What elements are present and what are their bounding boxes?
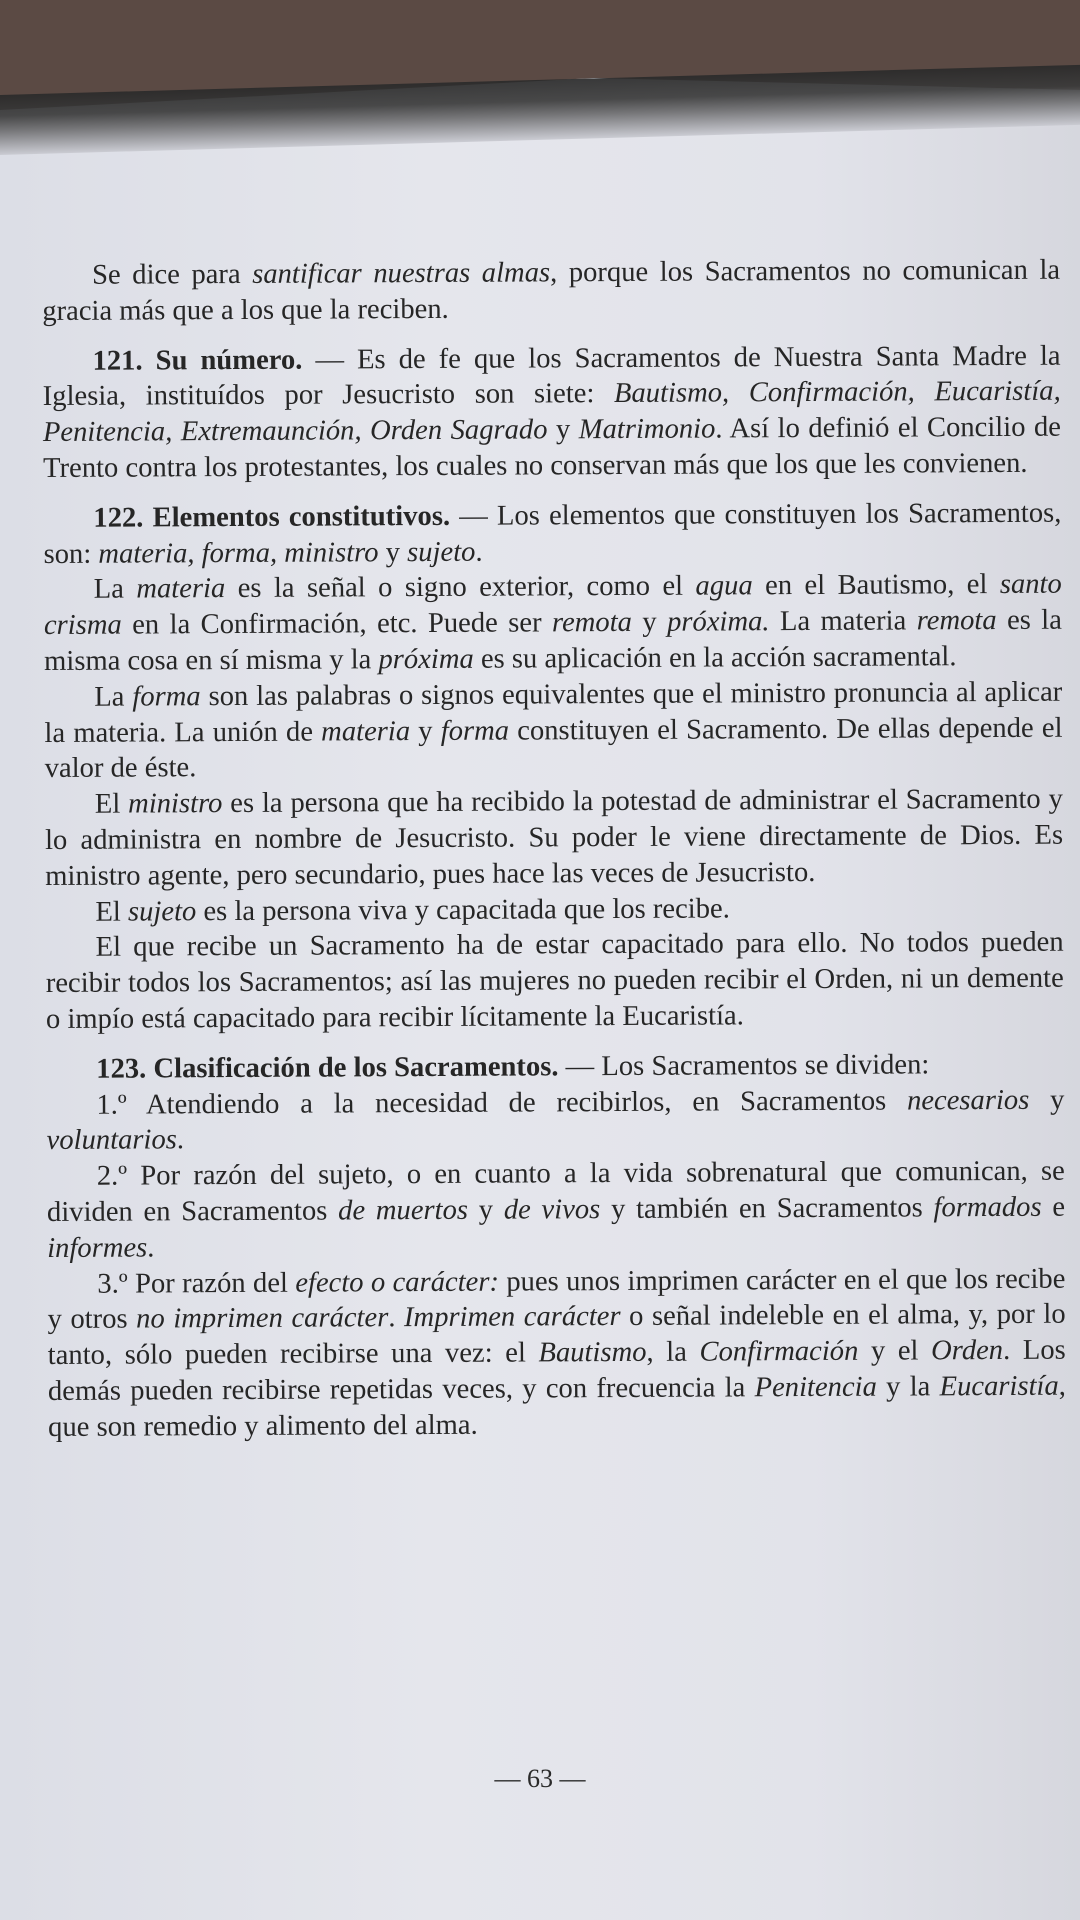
paragraph xyxy=(42,253,1060,330)
text-run: . xyxy=(475,536,483,568)
italic-term: de vivos xyxy=(503,1194,601,1226)
text-run: es la señal o signo exterior, como el xyxy=(225,570,696,605)
text-run: y xyxy=(410,715,441,747)
paragraph xyxy=(44,674,1063,787)
italic-term: santificar nuestras almas xyxy=(252,257,551,290)
italic-term: próxima. xyxy=(666,606,770,638)
text-run: — Los elementos que constituyen los Sacramentos, son: xyxy=(43,497,1062,570)
text-run: en el Bautismo, el xyxy=(752,569,1000,602)
italic-term: efecto o carácter: xyxy=(295,1266,500,1299)
text-run: o señal indeleble en el alma, y, por lo tanto, sólo pueden recibirse una vez: el xyxy=(47,1298,1066,1372)
italic-term: próxima xyxy=(378,643,474,676)
text-run: , la xyxy=(646,1336,700,1368)
italic-term: formados xyxy=(933,1191,1042,1224)
italic-term: no imprimen carácter xyxy=(136,1302,389,1335)
italic-term: forma xyxy=(440,715,510,747)
italic-term: Bautismo xyxy=(538,1336,647,1369)
text-run: Se dice para xyxy=(92,258,253,291)
paragraph xyxy=(42,338,1061,487)
text-run: es su aplicación en la acción sacramental. xyxy=(473,641,957,675)
italic-term: voluntarios xyxy=(46,1124,177,1157)
text-run: es la persona viva y capacitada que los recibe. xyxy=(196,892,730,927)
text-run: La materia xyxy=(769,605,917,638)
page-body-text xyxy=(42,253,1066,1446)
text-run: . Así lo definió el Concilio de Trento contra los protestantes, los cuales no conservan más que los que les convienen. xyxy=(43,411,1061,484)
text-run: y la xyxy=(876,1371,940,1403)
italic-term: Orden xyxy=(930,1335,1004,1367)
italic-term: necesarios xyxy=(906,1084,1030,1117)
text-run: . Los demás pueden recibirse repetidas veces, y con frecuencia la xyxy=(47,1334,1066,1407)
section-heading: Elementos constitutivos. xyxy=(152,500,451,534)
section-heading: Su número. xyxy=(155,344,303,377)
italic-term: sujeto xyxy=(407,536,476,568)
paragraph xyxy=(47,1261,1066,1445)
italic-term: santo crisma xyxy=(43,569,1062,642)
paragraph xyxy=(43,495,1061,572)
text-run: y xyxy=(467,1194,504,1226)
text-run: El que recibe un Sacramento ha de estar capacitado para ello. No todos pueden recibir todos los Sacramentos; así las mujeres no pueden recibir el Orden, ni un demente o impío está capacitado para recibir lícitamente la Eucaristía. xyxy=(45,927,1064,1035)
italic-term: Bautismo, Confirmación, Eucaristía, Penitencia, Extremaunción, Orden Sagrado xyxy=(42,376,1061,449)
text-run: La xyxy=(93,573,137,606)
section-heading: 121. xyxy=(92,345,156,377)
italic-term: Confirmación xyxy=(699,1335,859,1368)
italic-term: remota xyxy=(916,605,997,637)
text-run: e xyxy=(1041,1191,1066,1223)
paragraph xyxy=(46,1082,1064,1159)
text-run: El xyxy=(95,896,129,928)
page-number: — 63 — xyxy=(494,1764,586,1793)
italic-term: agua xyxy=(695,570,753,602)
section-heading: 122. xyxy=(93,502,153,534)
italic-term: forma xyxy=(132,680,201,713)
paragraph xyxy=(44,567,1063,680)
italic-term: informes xyxy=(47,1232,148,1264)
italic-term: materia, forma, ministro xyxy=(98,536,379,570)
text-run: 3.º Por razón del xyxy=(97,1267,296,1300)
text-run: y xyxy=(547,414,579,446)
paragraph xyxy=(46,925,1065,1038)
text-run: . xyxy=(147,1232,155,1264)
text-run: . xyxy=(388,1302,405,1334)
italic-term: remota xyxy=(551,607,633,639)
text-run: constituyen el Sacramento. De ellas depende el valor de éste. xyxy=(44,712,1063,785)
text-run: , porque los Sacramentos no comunican la gracia más que a los que la reciben. xyxy=(42,254,1061,327)
italic-term: Matrimonio xyxy=(578,413,716,446)
text-run: es la persona que ha recibido la potestad de administrar el Sacramento y lo administra en nombre de Jesucristo. Su poder le viene directamente de Dios. Es ministro agente, pero secundario, pues hace las veces de Jesucristo. xyxy=(44,783,1064,892)
text-run: . xyxy=(176,1124,185,1156)
paragraph xyxy=(45,782,1064,895)
italic-term: ministro xyxy=(128,788,223,820)
text-run: 2.º Por razón del sujeto, o en cuanto a la vida sobrenatural que comunican, se dividen en Sacramentos xyxy=(46,1155,1065,1228)
paragraph xyxy=(45,889,1063,930)
text-run: , que son remedio y alimento del alma. xyxy=(48,1370,1066,1443)
text-run: y xyxy=(378,536,408,568)
italic-term: Eucaristía xyxy=(939,1370,1059,1403)
section-heading: 123. xyxy=(96,1053,154,1085)
text-run: y el xyxy=(858,1335,932,1367)
text-run: pues unos imprimen carácter en el que los recibe y otros xyxy=(47,1263,1066,1336)
italic-term: materia xyxy=(136,573,226,605)
text-run: en la Confirmación, etc. Puede ser xyxy=(121,607,553,641)
text-run: 1.º Atendiendo a la necesidad de recibirlos, en Sacramentos xyxy=(96,1085,908,1121)
text-run: La xyxy=(94,681,133,713)
paragraph xyxy=(46,1046,1064,1087)
text-run: — Es de fe que los Sacramentos de Nuestra Santa Madre la Iglesia, instituídos por Jesucristo son siete: xyxy=(42,340,1061,413)
text-run: y xyxy=(631,606,668,639)
text-run: y también en Sacramentos xyxy=(600,1192,934,1226)
text-run: y xyxy=(1029,1084,1065,1116)
text-run: — Los Sacramentos se dividen: xyxy=(558,1049,930,1083)
italic-term: sujeto xyxy=(127,895,197,928)
italic-term: de muertos xyxy=(338,1194,469,1227)
text-run: El xyxy=(94,788,129,820)
italic-term: Penitencia xyxy=(754,1371,877,1404)
italic-term: Imprimen carácter xyxy=(403,1301,621,1334)
paragraph xyxy=(47,1154,1066,1267)
italic-term: materia xyxy=(321,715,411,748)
text-run: es la misma cosa en sí misma y la xyxy=(44,604,1062,677)
text-run: son las palabras o signos equivalentes que el ministro pronuncia al aplicar la materia. La unión de xyxy=(44,676,1063,749)
section-heading: Clasificación de los Sacramentos. xyxy=(153,1051,559,1085)
